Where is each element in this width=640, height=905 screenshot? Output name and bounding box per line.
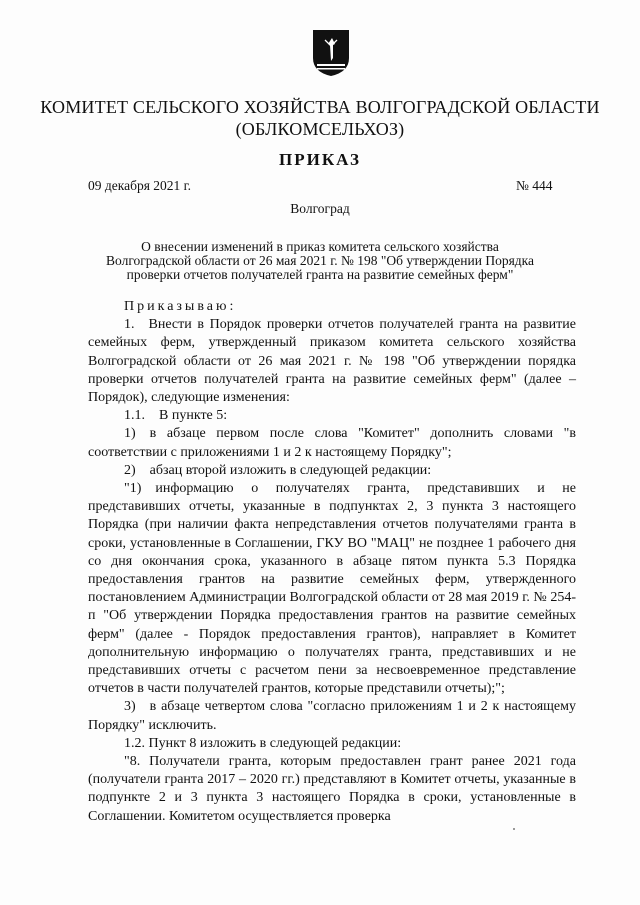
subject-line: Волгоградской области от 26 мая 2021 г. № 198 "Об утверждении Порядка <box>106 253 534 268</box>
paragraph: 1. Внести в Порядок проверки отчетов получателей гранта на развитие семейных ферм, утвержденный приказом комитета сельского хозяйства Волгоградской области от 26 мая 2021 г. № 198 "Об утверждении порядка проверки отчетов получателей гранта на развитие семейных ферм" (далее – Порядок), следующие изменения: <box>88 317 576 406</box>
organization-short-name: (ОБЛКОМСЕЛЬХОЗ) <box>235 119 405 139</box>
document-title: ПРИКАЗ <box>279 150 361 169</box>
document-date: 09 декабря 2021 г. <box>88 178 192 193</box>
order-body <box>88 298 576 826</box>
paragraph: 1.2. Пункт 8 изложить в следующей редакции: <box>124 735 402 751</box>
paragraph: 3) в абзаце четвертом слова "согласно приложениям 1 и 2 к настоящему Порядку" исключить. <box>88 699 576 733</box>
subject-line: проверки отчетов получателей гранта на развитие семейных ферм" <box>126 267 514 282</box>
organization-name: КОМИТЕТ СЕЛЬСКОГО ХОЗЯЙСТВА ВОЛГОГРАДСКОЙ ОБЛАСТИ <box>40 97 600 117</box>
paragraph: 2) абзац второй изложить в следующей редакции: <box>124 462 432 478</box>
document-city: Волгоград <box>290 201 350 216</box>
scan-speck <box>513 828 515 830</box>
order-word: Приказываю: <box>124 299 237 314</box>
paragraph: 1) в абзаце первом после слова "Комитет" дополнить словами "в соответствии с приложениями 1 и 2 к настоящему Порядку"; <box>88 426 576 460</box>
volgograd-coat-of-arms-icon <box>311 28 351 78</box>
paragraph: 1.1. В пункте 5: <box>124 408 228 424</box>
paragraph: "1) информацию о получателях гранта, представивших и не представивших отчеты, указанные в подпунктах 2, 3 пункта 3 настоящего Порядка (при наличии факта непредставления отчетов получателями гранта в сроки, установленные в Соглашении, ГКУ ВО "МАЦ" не позднее 1 рабочего дня со дня окончания срока, указанного в абзаце пятом пункта 5.3 Порядка предоставления грантов на развитие семейных ферм, утвержденного постановлением Администрации Волгоградской области от 28 мая 2019 г. № 254-п "Об утверждении Порядка предоставления грантов на развитие семейных ферм" (далее - Порядок предоставления грантов), направляет в Комитет дополнительную информацию о получателях гранта, представивших и не представивших отчеты с расчетом пени за несвоевременное представление отчетов в части получателей грантов, которые представили отчеты);"; <box>88 481 576 697</box>
subject-line: О внесении изменений в приказ комитета сельского хозяйства <box>141 239 499 254</box>
document-number: № 444 <box>516 178 553 193</box>
paragraph: "8. Получатели гранта, которым предоставлен грант ранее 2021 года (получатели гранта 2017 – 2020 гг.) представляют в Комитет отчеты, указанные в подпункте 2 и 3 пункта 3 настоящего Порядка в сроки, установленные в Соглашении. Комитетом осуществляется проверка <box>88 754 576 824</box>
